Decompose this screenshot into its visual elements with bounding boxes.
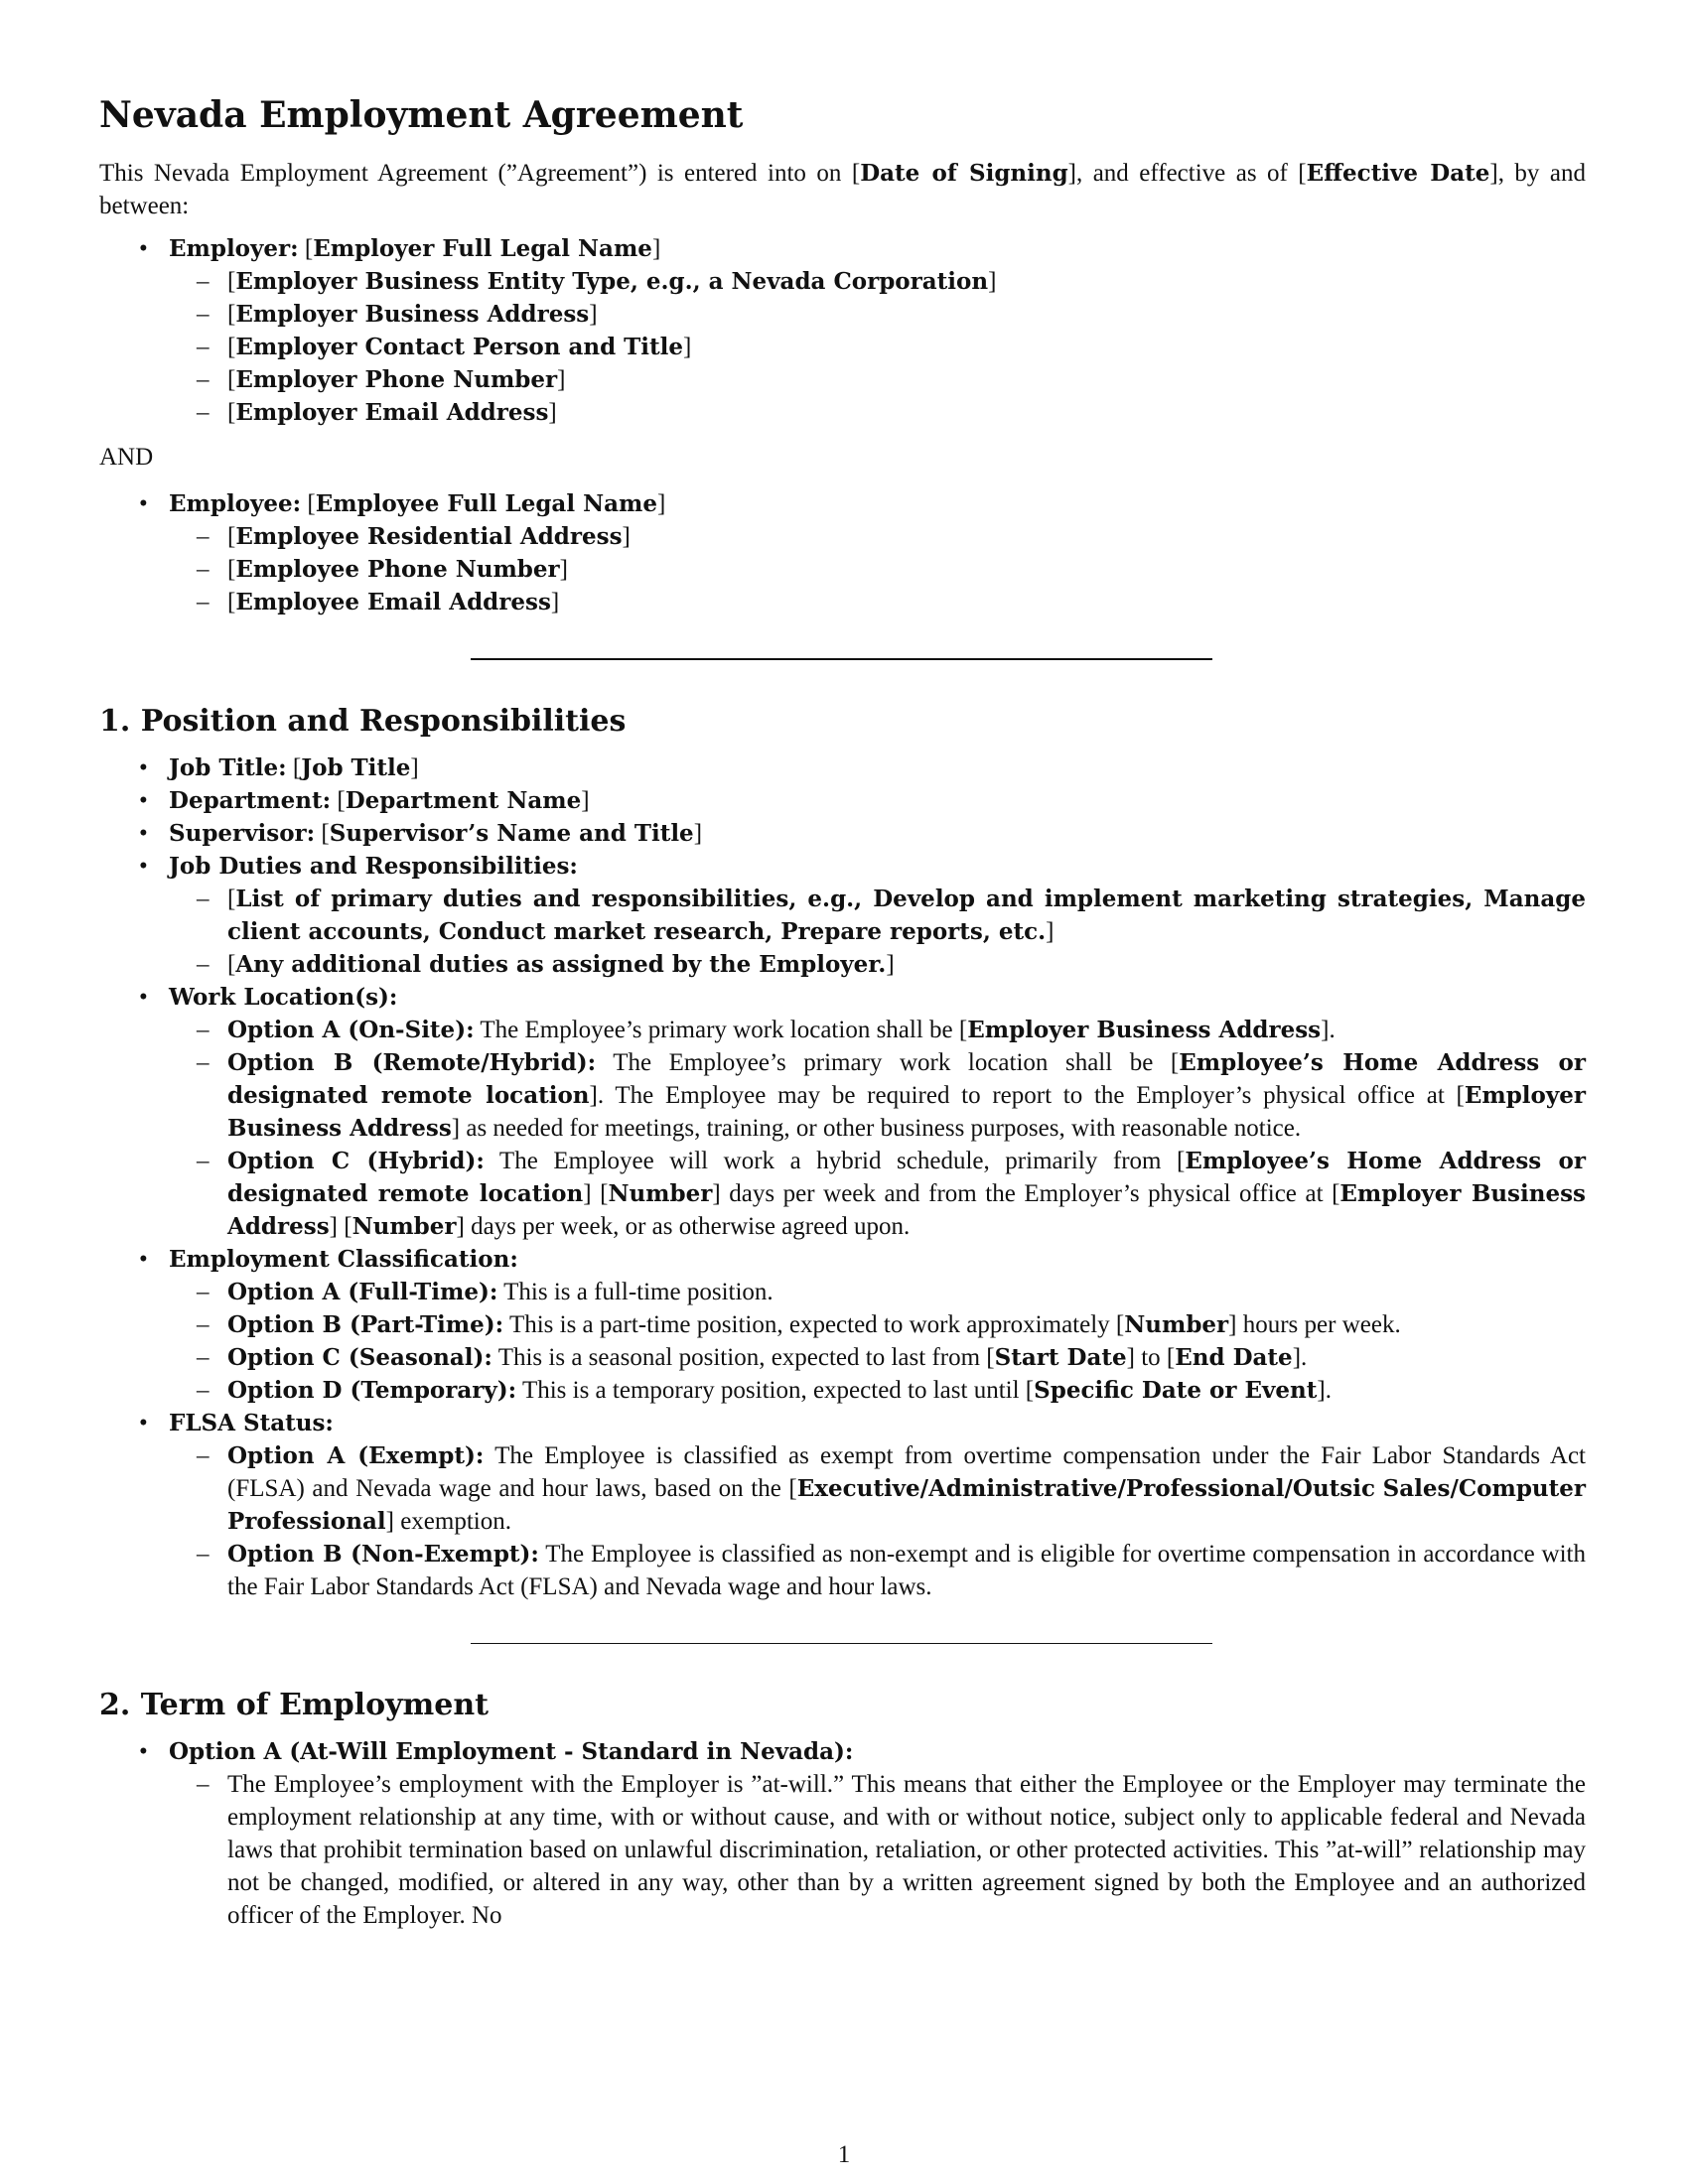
list-item: • Option A (At-Will Employment - Standard in Nevada): – The Employee’s employment with the Employer is ”at-will.” This means that either the Employee or the Employer may terminate the employment relationship at any time, with or without cause, and with or without notice, subject only to applicable federal and Nevada laws that prohibit termination based on unlawful discrimination, retaliation, or other protected activities. This ”at-will” relationship may not be changed, modified, or altered in any way, other than by a written agreement signed by both the Employee and an authorized officer of the Employer. No — [99, 1735, 1586, 1932]
list-item: – Option A (On-Site): The Employee’s primary work location shall be [Employer Business Address]. — [169, 1014, 1586, 1046]
list-item: – [Employee Email Address] — [169, 586, 1586, 618]
section-heading-position: 1. Position and Responsibilities — [99, 704, 627, 739]
intro-paragraph: This Nevada Employment Agreement (”Agreement”) is entered into on [Date of Signing], and effective as of [Effective Date], by and between: — [99, 160, 1586, 219]
employer-label: Employer: — [169, 235, 299, 262]
employee-details — [169, 520, 1586, 618]
document-title: Nevada Employment Agreement — [99, 94, 744, 136]
term-list — [99, 1735, 1586, 1932]
section-heading-term: 2. Term of Employment — [99, 1688, 490, 1722]
employer-name: Employer Full Legal Name — [313, 235, 652, 262]
horizontal-rule — [471, 1643, 1212, 1644]
employee-label: Employee: — [169, 490, 302, 517]
employee-list — [99, 487, 1586, 618]
list-item: – Option D (Temporary): This is a temporary position, expected to last until [Specific Date or Event]. — [169, 1374, 1586, 1407]
list-item: • Supervisor: [Supervisor’s Name and Title] — [99, 817, 1586, 850]
horizontal-rule — [471, 658, 1212, 660]
employee-name: Employee Full Legal Name — [315, 490, 657, 517]
list-item: • Department: [Department Name] — [99, 784, 1586, 817]
list-item: – Option B (Non-Exempt): The Employee is classified as non-exempt and is eligible for overtime compensation in accordance with the Fair Labor Standards Act (FLSA) and Nevada wage and hour laws. — [169, 1538, 1586, 1603]
list-item: – [Employer Phone Number] — [169, 363, 1586, 396]
list-item: • Job Title: [Job Title] — [99, 751, 1586, 784]
list-item: – [Employer Business Address] — [169, 298, 1586, 331]
list-item: • Work Location(s): – Option A (On-Site): The Employee’s primary work location shall be [Employer Business Address]. – Option B (Remote/Hybrid): The Employee’s primary work location shall be [Employee’s Home Address or designated remote location]. The Employee may be required to report to the Employer’s physical office at [Employer Business Address] as needed for meetings, training, or other business purposes, with reasonable notice. – Option C (Hybrid): The Employee will work a hybrid schedule, primarily from [Employee’s Home Address or designated remote location] [Number] days per week and from the Employer’s physical office at [Employer Business Address] [Number] days per week, or as otherwise agreed upon. — [99, 981, 1586, 1243]
duties-list — [169, 883, 1586, 981]
list-item: – Option C (Seasonal): This is a seasonal position, expected to last from [Start Date] to [End Date]. — [169, 1341, 1586, 1374]
list-item: – [Employer Business Entity Type, e.g., a Nevada Corporation] — [169, 265, 1586, 298]
classification-options — [169, 1276, 1586, 1407]
employee-item: • Employee: [Employee Full Legal Name] – [Employee Residential Address] – [Employee Phone Number] – [Employee Email Address] — [99, 487, 1586, 618]
document-page — [99, 81, 1586, 1944]
term-option-a-details — [169, 1768, 1586, 1932]
list-item: – The Employee’s employment with the Employer is ”at-will.” This means that either the Employee or the Employer may terminate the employment relationship at any time, with or without cause, and with or without notice, subject only to applicable federal and Nevada laws that prohibit termination based on unlawful discrimination, retaliation, or other protected activities. This ”at-will” relationship may not be changed, modified, or altered in any way, other than by a written agreement signed by both the Employee and an authorized officer of the Employer. No — [169, 1768, 1586, 1932]
list-item: – [Any additional duties as assigned by the Employer.] — [169, 948, 1586, 981]
list-item: – Option A (Exempt): The Employee is classified as exempt from overtime compensation under the Fair Labor Standards Act (FLSA) and Nevada wage and hour laws, based on the [Executive/Administrative/Professional/Outsic Sales/Computer Professional] exemption. — [169, 1439, 1586, 1538]
list-item: – [Employee Residential Address] — [169, 520, 1586, 553]
employer-item: • Employer: [Employer Full Legal Name] – [Employer Business Entity Type, e.g., a Nevada Corporation] – [Employer Business Address] – [Employer Contact Person and Title] – [Employer Phone Number] – [Employer Email Address] — [99, 232, 1586, 429]
employer-details — [169, 265, 1586, 429]
list-item: – Option B (Part-Time): This is a part-time position, expected to work approximately [Number] hours per week. — [169, 1308, 1586, 1341]
list-item: – [Employee Phone Number] — [169, 553, 1586, 586]
list-item: • Employment Classification: – Option A (Full-Time): This is a full-time position. – Option B (Part-Time): This is a part-time position, expected to work approximately [Number] hours per week. – Option C (Seasonal): This is a seasonal position, expected to last from [Start Date] to [End Date]. – Option D (Temporary): This is a temporary position, expected to last until [Specific Date or Event]. — [99, 1243, 1586, 1407]
list-item: – Option C (Hybrid): The Employee will work a hybrid schedule, primarily from [Employee’s Home Address or designated remote location] [Number] days per week and from the Employer’s physical office at [Employer Business Address] [Number] days per week, or as otherwise agreed upon. — [169, 1145, 1586, 1243]
position-list — [99, 751, 1586, 1603]
and-separator: AND — [99, 444, 154, 471]
location-options — [169, 1014, 1586, 1243]
list-item: – [Employer Contact Person and Title] — [169, 331, 1586, 363]
list-item: • FLSA Status: – Option A (Exempt): The Employee is classified as exempt from overtime compensation under the Fair Labor Standards Act (FLSA) and Nevada wage and hour laws, based on the [Executive/Administrative/Professional/Outsic Sales/Computer Professional] exemption. – Option B (Non-Exempt): The Employee is classified as non-exempt and is eligible for overtime compensation in accordance with the Fair Labor Standards Act (FLSA) and Nevada wage and hour laws. — [99, 1407, 1586, 1603]
flsa-options — [169, 1439, 1586, 1603]
list-item: – Option A (Full-Time): This is a full-time position. — [169, 1276, 1586, 1308]
list-item: – [List of primary duties and responsibilities, e.g., Develop and implement marketing strategies, Manage client accounts, Conduct market research, Prepare reports, etc.] — [169, 883, 1586, 948]
page-number: 1 — [837, 2141, 851, 2168]
employer-list — [99, 232, 1586, 429]
list-item: – Option B (Remote/Hybrid): The Employee’s primary work location shall be [Employee’s Home Address or designated remote location]. The Employee may be required to report to the Employer’s physical office at [Employer Business Address] as needed for meetings, training, or other business purposes, with reasonable notice. — [169, 1046, 1586, 1145]
list-item: • Job Duties and Responsibilities: – [List of primary duties and responsibilities, e.g., Develop and implement marketing strategies, Manage client accounts, Conduct market research, Prepare reports, etc.] – [Any additional duties as assigned by the Employer.] — [99, 850, 1586, 981]
list-item: – [Employer Email Address] — [169, 396, 1586, 429]
